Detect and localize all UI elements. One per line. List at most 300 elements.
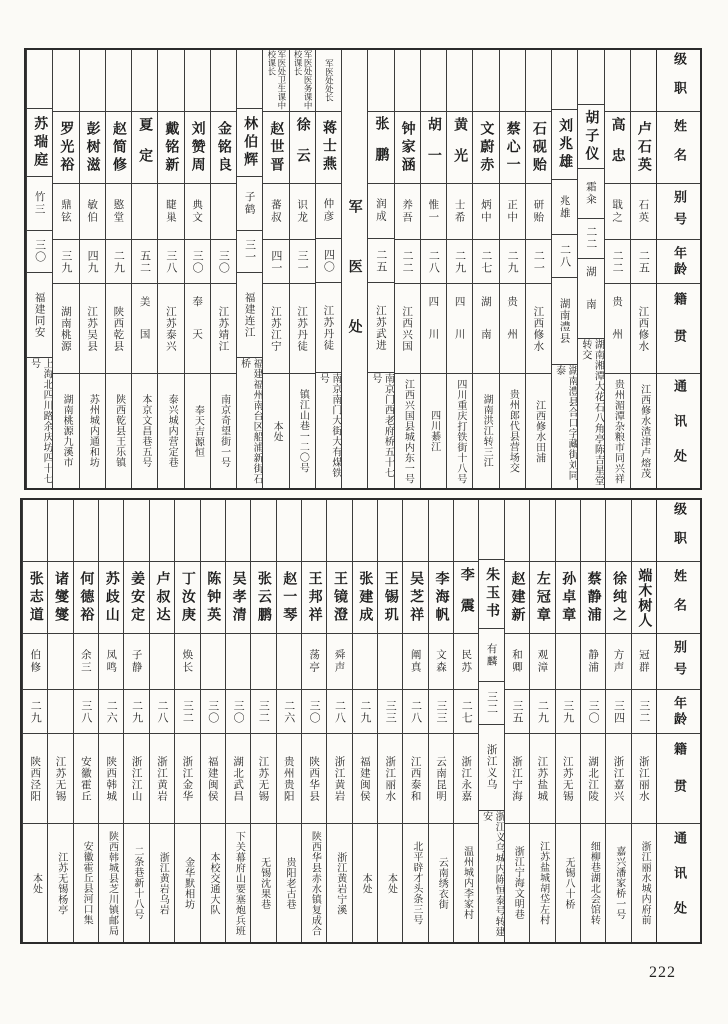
- name-text: 陈钟英: [205, 570, 222, 625]
- age-cell: [302, 690, 326, 734]
- header-label-text: 姓名: [671, 568, 686, 627]
- person-column: [123, 500, 148, 942]
- name-cell: [395, 112, 420, 184]
- name-text: 刘赞周: [189, 120, 206, 175]
- name-cell: [27, 109, 52, 178]
- age-cell: [353, 690, 377, 734]
- header-label-text: 级职: [671, 51, 686, 110]
- age-text: 二九: [453, 249, 467, 274]
- address-text: 下关幕府山要塞炮兵班: [233, 830, 245, 936]
- age-text: 二一: [532, 249, 546, 274]
- address-text: 湖南湘潭大花石八角亭陈吉星堂转交: [579, 338, 604, 486]
- age-text: 二九: [29, 699, 43, 724]
- address-cell: [201, 824, 225, 942]
- address-cell: [353, 824, 377, 942]
- address-cell: [605, 374, 630, 488]
- person-column: [472, 50, 498, 488]
- age-text: 三九: [561, 699, 575, 724]
- header-label-origin: [657, 284, 700, 374]
- age-cell: [106, 240, 131, 284]
- address-text: 本京文昌巷五号: [139, 394, 151, 468]
- alias-text: 仲彦: [322, 198, 335, 224]
- rank-cell: [175, 500, 199, 562]
- name-cell: [578, 105, 603, 169]
- address-text: 苏州城内通和坊: [87, 394, 99, 468]
- alias-cell: [23, 634, 47, 690]
- alias-cell: [473, 184, 498, 240]
- rank-cell: [429, 500, 453, 562]
- address-text: 嘉兴潘家桥一号: [613, 846, 625, 920]
- person-column: [630, 50, 656, 488]
- alias-cell: [378, 634, 402, 690]
- age-cell: [395, 240, 420, 284]
- origin-cell: [631, 284, 656, 374]
- alias-cell: [421, 184, 446, 240]
- origin-text: 湖南桃源: [59, 305, 72, 352]
- person-column: [394, 50, 420, 488]
- address-text: 细柳巷湖北会馆转: [588, 841, 600, 925]
- name-cell: [632, 562, 656, 634]
- person-column: [184, 50, 210, 488]
- name-cell: [530, 562, 554, 634]
- name-text: 蔡心一: [504, 120, 521, 175]
- rank-cell: [106, 50, 131, 112]
- address-cell: [530, 824, 554, 942]
- origin-text: 浙江丽水: [637, 755, 650, 802]
- name-text: 高忠: [609, 116, 626, 179]
- alias-cell: [53, 184, 78, 240]
- rank-cell: [211, 50, 236, 112]
- alias-cell: [631, 184, 656, 240]
- person-column: [301, 500, 326, 942]
- header-label-address: [657, 374, 700, 488]
- name-text: 赵建新: [509, 570, 526, 625]
- alias-text: 余三: [79, 649, 92, 674]
- age-text: 四一: [269, 249, 283, 274]
- person-column: [47, 500, 72, 942]
- name-cell: [263, 112, 288, 184]
- alias-cell: [80, 184, 105, 240]
- rank-text: 军医处卫生课中校课长: [265, 50, 286, 110]
- age-cell: [473, 240, 498, 284]
- origin-text: 湖北武昌: [232, 755, 245, 802]
- name-text: 苏歧山: [103, 570, 120, 625]
- rank-cell: [201, 500, 225, 562]
- name-cell: [581, 562, 605, 634]
- origin-text: 四川: [427, 296, 440, 361]
- rank-cell: [150, 500, 174, 562]
- age-cell: [447, 240, 472, 284]
- origin-cell: [500, 284, 525, 374]
- rank-cell: [353, 500, 377, 562]
- address-cell: [552, 365, 577, 488]
- origin-text: 福建同安: [33, 291, 46, 338]
- address-cell: [378, 824, 402, 942]
- alias-cell: [454, 634, 478, 690]
- name-text: 彭树滋: [84, 120, 101, 175]
- name-cell: [150, 562, 174, 634]
- alias-text: 典文: [191, 199, 204, 224]
- header-label-text: 别号: [671, 639, 686, 684]
- address-cell: [132, 374, 157, 488]
- header-label-text: 年龄: [671, 695, 686, 728]
- alias-text: 民苏: [460, 649, 473, 674]
- address-cell: [175, 824, 199, 942]
- name-text: 黄光: [452, 116, 469, 179]
- name-cell: [185, 112, 210, 184]
- age-cell: [23, 690, 47, 734]
- alias-cell: [185, 184, 210, 240]
- name-text: 石砚贻: [530, 120, 547, 175]
- origin-text: 浙江义乌: [485, 744, 498, 791]
- name-text: 赵世晋: [268, 120, 285, 175]
- address-text: 陕西乾县王乐镇: [113, 394, 125, 468]
- alias-cell: [395, 184, 420, 240]
- age-text: 二八: [333, 699, 347, 724]
- origin-text: 江苏无锡: [257, 755, 270, 802]
- origin-cell: [53, 284, 78, 374]
- age-text: 二九: [506, 249, 520, 274]
- name-cell: [327, 562, 351, 634]
- alias-text: 竹三: [33, 191, 46, 217]
- origin-cell: [175, 734, 199, 824]
- name-text: 赵简修: [110, 120, 127, 175]
- address-text: 湖南洪江转三江: [481, 394, 493, 468]
- age-cell: [530, 690, 554, 734]
- origin-cell: [150, 734, 174, 824]
- address-cell: [581, 824, 605, 942]
- origin-cell: [368, 283, 393, 373]
- person-column: [377, 500, 402, 942]
- address-text: 浙江黄岩乌岩: [157, 851, 169, 915]
- rank-cell: [631, 50, 656, 112]
- alias-text: 凤鸣: [105, 649, 118, 674]
- name-cell: [106, 112, 131, 184]
- person-column: [420, 50, 446, 488]
- origin-cell: [302, 734, 326, 824]
- rank-cell: [290, 50, 315, 112]
- rank-cell: [263, 50, 288, 112]
- header-label-name: [657, 562, 700, 634]
- name-text: 卢叔达: [154, 570, 171, 625]
- address-text: 江西修水渣津卢熔茂: [638, 383, 650, 479]
- alias-text: 方声: [612, 649, 625, 674]
- header-label-text: 通讯处: [671, 378, 686, 484]
- age-text: 三〇: [232, 699, 246, 724]
- alias-text: 研贻: [532, 199, 545, 224]
- alias-text: 蕃叔: [269, 199, 282, 224]
- name-cell: [237, 109, 262, 178]
- address-text: 贵阳老古巷: [284, 856, 296, 910]
- alias-cell: [556, 634, 580, 690]
- person-column: [105, 50, 131, 488]
- alias-text: 正中: [506, 199, 519, 224]
- alias-cell: [500, 184, 525, 240]
- address-text: 温州城内李家村: [461, 846, 473, 920]
- age-cell: [277, 690, 301, 734]
- origin-cell: [632, 734, 656, 824]
- origin-text: 江苏武进: [374, 304, 387, 351]
- person-column: [262, 50, 288, 488]
- address-cell: [226, 824, 250, 942]
- age-text: 二九: [358, 699, 372, 724]
- rank-cell: [473, 50, 498, 112]
- alias-cell: [74, 634, 98, 690]
- origin-cell: [201, 734, 225, 824]
- origin-text: 浙江嘉兴: [612, 755, 625, 802]
- alias-text: 冠群: [637, 649, 650, 674]
- origin-cell: [277, 734, 301, 824]
- age-cell: [605, 240, 630, 284]
- name-cell: [605, 112, 630, 184]
- age-text: 三四: [612, 699, 626, 724]
- origin-text: 江苏靖江: [217, 305, 230, 352]
- name-text: 何德裕: [78, 570, 95, 625]
- address-text: 本校交通大队: [207, 851, 219, 915]
- age-cell: [53, 240, 78, 284]
- origin-text: 四川: [453, 296, 466, 361]
- address-cell: [473, 374, 498, 488]
- age-cell: [421, 240, 446, 284]
- address-text: 安徽霍丘县河口集: [81, 841, 93, 925]
- age-text: 五二: [138, 249, 152, 274]
- age-text: 二八: [427, 249, 441, 274]
- rank-cell: [447, 50, 472, 112]
- name-cell: [378, 562, 402, 634]
- header-column: [656, 500, 700, 942]
- name-text: 张云鹏: [255, 570, 272, 625]
- header-label-text: 通讯处: [671, 830, 686, 936]
- alias-text: 文森: [434, 649, 447, 674]
- origin-cell: [353, 734, 377, 824]
- header-column: [656, 50, 700, 488]
- origin-cell: [581, 734, 605, 824]
- rank-cell: [368, 50, 393, 112]
- age-text: 二六: [282, 699, 296, 724]
- rank-cell: [526, 50, 551, 112]
- person-column: [577, 50, 603, 488]
- name-text: 张鹏: [373, 116, 390, 179]
- origin-cell: [106, 284, 131, 374]
- person-column: [250, 500, 275, 942]
- name-cell: [631, 112, 656, 184]
- address-text: 四川重庆打铁街十八号: [454, 378, 466, 484]
- alias-cell: [124, 634, 148, 690]
- origin-cell: [605, 284, 630, 374]
- age-text: 三〇: [217, 249, 231, 274]
- origin-cell: [251, 734, 275, 824]
- origin-cell: [395, 284, 420, 374]
- name-cell: [556, 562, 580, 634]
- alias-text: 有麟: [485, 642, 498, 668]
- alias-cell: [368, 184, 393, 240]
- age-text: 三八: [164, 249, 178, 274]
- address-text: 上海北四川路余庆坊四十七号: [28, 358, 53, 485]
- age-cell: [211, 240, 236, 284]
- age-text: 四〇: [322, 248, 336, 273]
- origin-cell: [237, 273, 262, 359]
- name-text: 文蔚赤: [478, 120, 495, 175]
- rank-cell: [23, 500, 47, 562]
- address-cell: [316, 373, 341, 488]
- header-label-rank: [657, 500, 700, 562]
- name-text: 钟家涵: [399, 120, 416, 175]
- age-cell: [27, 231, 52, 273]
- address-cell: [48, 824, 72, 942]
- header-label-text: 级职: [671, 501, 686, 560]
- address-cell: [150, 824, 174, 942]
- alias-cell: [327, 634, 351, 690]
- rank-cell: [316, 50, 341, 112]
- alias-cell: [581, 634, 605, 690]
- age-cell: [500, 240, 525, 284]
- origin-text: 浙江丽水: [384, 755, 397, 802]
- address-text: 浙江丽水城内府前: [639, 841, 651, 925]
- age-text: 二二: [401, 249, 415, 274]
- address-cell: [429, 824, 453, 942]
- person-column: [315, 50, 341, 488]
- origin-cell: [578, 259, 603, 339]
- rank-cell: [581, 500, 605, 562]
- origin-text: 福建闽侯: [206, 755, 219, 802]
- origin-cell: [132, 284, 157, 374]
- name-text: 王镜澄: [332, 570, 348, 625]
- person-column: [149, 500, 174, 942]
- name-cell: [421, 112, 446, 184]
- alias-text: 炳中: [479, 199, 492, 224]
- alias-text: 焕长: [181, 649, 194, 674]
- header-label-name: [657, 112, 700, 184]
- personnel-table-top: [24, 48, 702, 490]
- alias-cell: [447, 184, 472, 240]
- origin-text: 贵州: [506, 296, 519, 361]
- age-text: 二九: [536, 699, 550, 724]
- alias-cell: [106, 184, 131, 240]
- address-cell: [403, 824, 427, 942]
- name-cell: [23, 562, 47, 634]
- name-cell: [429, 562, 453, 634]
- name-cell: [606, 562, 630, 634]
- address-text: 南京门西老府桥五十七号: [369, 372, 394, 478]
- name-text: 吴孝清: [230, 570, 247, 625]
- rank-cell: [251, 500, 275, 562]
- origin-text: 江苏盐城: [536, 755, 549, 802]
- person-column: [402, 500, 427, 942]
- header-label-rank: [657, 50, 700, 112]
- name-text: 诸燮燮: [53, 570, 70, 625]
- name-text: 刘兆雄: [557, 117, 574, 172]
- person-column: [555, 500, 580, 942]
- age-text: 二五: [637, 249, 651, 274]
- alias-text: 伯修: [29, 649, 42, 674]
- address-cell: [80, 374, 105, 488]
- person-column: [79, 50, 105, 488]
- name-text: 徐纯之: [610, 570, 627, 625]
- alias-cell: [290, 184, 315, 240]
- address-cell: [395, 374, 420, 488]
- address-text: 贵州湄潭杂粮市同兴祥: [612, 378, 624, 484]
- address-text: 奉天吉源恒: [192, 404, 204, 458]
- name-text: 朱玉书: [484, 566, 501, 621]
- age-text: 二八: [155, 699, 169, 724]
- origin-cell: [421, 284, 446, 374]
- age-text: 二九: [112, 249, 126, 274]
- name-cell: [552, 110, 577, 180]
- alias-text: 士希: [453, 199, 466, 224]
- address-cell: [99, 824, 123, 942]
- name-cell: [74, 562, 98, 634]
- person-column: [210, 50, 236, 488]
- name-text: 王邦祥: [306, 570, 323, 625]
- address-cell: [302, 824, 326, 942]
- origin-text: 陕西华县: [308, 755, 321, 802]
- address-cell: [251, 824, 275, 942]
- alias-text: 戢之: [611, 199, 624, 224]
- alias-cell: [479, 629, 503, 683]
- alias-text: 鼎铉: [59, 199, 72, 224]
- alias-cell: [605, 184, 630, 240]
- address-cell: [505, 824, 529, 942]
- origin-text: 江苏无锡: [561, 755, 574, 802]
- age-text: 二八: [409, 699, 423, 724]
- header-label-text: 籍贯: [671, 291, 686, 366]
- person-column: [525, 50, 551, 488]
- name-cell: [353, 562, 377, 634]
- person-column: [225, 500, 250, 942]
- address-text: 江苏盐城胡垈左村: [537, 841, 549, 925]
- rank-cell: [395, 50, 420, 112]
- age-cell: [201, 690, 225, 734]
- person-column: [446, 50, 472, 488]
- address-cell: [27, 358, 52, 488]
- origin-text: 美国: [138, 296, 151, 361]
- header-label-text: 籍贯: [671, 741, 686, 816]
- alias-text: 霜籴: [584, 181, 597, 207]
- rank-cell: [479, 500, 503, 560]
- rank-cell: [27, 50, 52, 109]
- origin-cell: [403, 734, 427, 824]
- alias-cell: [263, 184, 288, 240]
- person-column: [580, 500, 605, 942]
- origin-cell: [74, 734, 98, 824]
- name-text: 姜安定: [129, 570, 146, 625]
- rank-cell: [124, 500, 148, 562]
- name-text: 胡一: [425, 116, 442, 179]
- origin-cell: [263, 284, 288, 374]
- age-text: 三一: [243, 239, 257, 264]
- address-text: 无锡沈果巷: [258, 856, 270, 910]
- age-cell: [226, 690, 250, 734]
- rank-cell: [378, 500, 402, 562]
- rank-cell: [99, 500, 123, 562]
- address-cell: [632, 824, 656, 942]
- alias-cell: [505, 634, 529, 690]
- origin-text: 浙江宁海: [511, 755, 524, 802]
- age-cell: [175, 690, 199, 734]
- name-cell: [277, 562, 301, 634]
- origin-text: 浙江永嘉: [460, 755, 473, 802]
- name-cell: [447, 112, 472, 184]
- person-column: [551, 50, 577, 488]
- origin-cell: [80, 284, 105, 374]
- address-text: 陕西韩城县芝川镇邮局: [106, 830, 118, 936]
- page-number: 222: [649, 964, 676, 981]
- name-text: 林伯辉: [242, 115, 259, 170]
- address-cell: [277, 824, 301, 942]
- origin-text: 浙江金华: [181, 755, 194, 802]
- address-text: 无锡八十桥: [562, 856, 574, 910]
- alias-cell: [578, 169, 603, 219]
